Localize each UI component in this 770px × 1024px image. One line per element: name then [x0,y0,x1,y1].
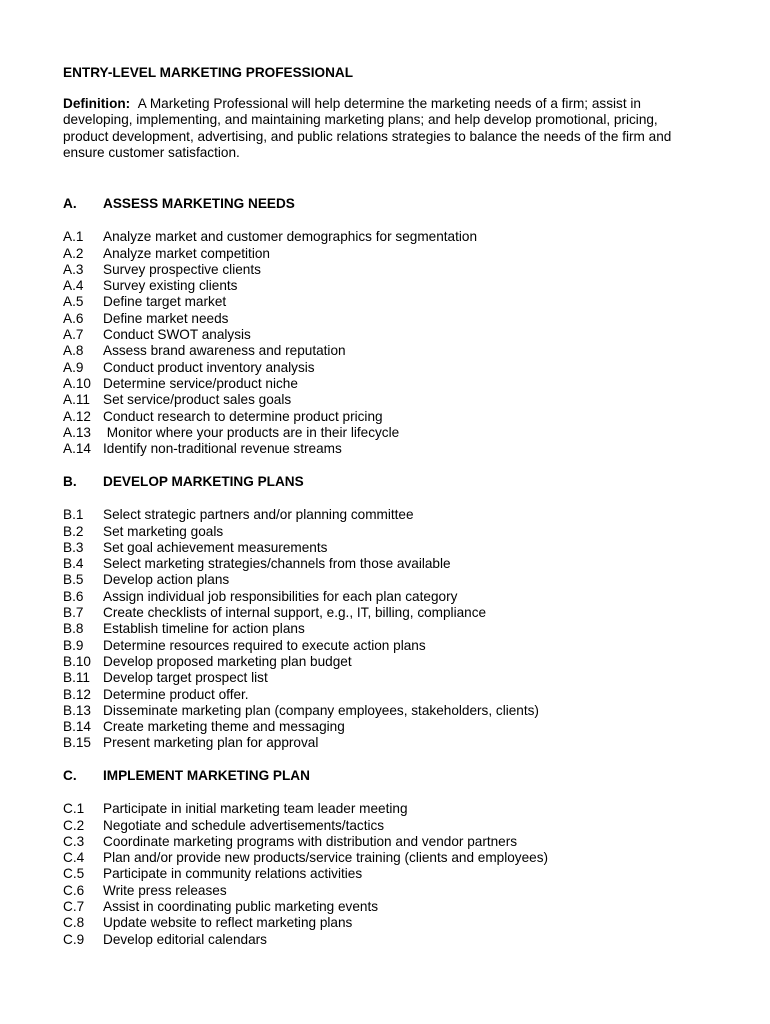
item-text: Participate in initial marketing team leader meeting [103,801,408,817]
section-title: IMPLEMENT MARKETING PLAN [103,768,310,783]
item-text: Conduct SWOT analysis [103,327,251,343]
item-text: Create marketing theme and messaging [103,719,345,735]
item-code: B.14 [63,719,91,735]
item-text: Analyze market competition [103,245,270,261]
item-code: C.6 [63,882,85,898]
list-item [63,441,703,457]
list-item [63,572,703,588]
list-item [63,262,703,278]
list-item [63,409,703,425]
item-code: B.15 [63,735,91,751]
item-text: Set marketing goals [103,523,224,539]
item-code: C.5 [63,866,85,882]
item-text: Define market needs [103,310,229,326]
item-text: Participate in community relations activities [103,866,363,882]
list-item [63,654,703,670]
item-text: Determine product offer. [103,686,249,702]
item-code: A.2 [63,245,84,261]
item-text: Assist in coordinating public marketing events [103,899,379,915]
item-code: B.9 [63,637,84,653]
item-code: C.9 [63,931,85,947]
section-title: ASSESS MARKETING NEEDS [103,196,295,211]
item-text: Set service/product sales goals [103,392,292,408]
list-item [63,735,703,751]
list-item [63,866,703,882]
list-item [63,311,703,327]
list-item [63,229,703,245]
item-code: A.11 [63,392,90,408]
list-item [63,589,703,605]
item-code: C.7 [63,899,85,915]
list-item [63,850,703,866]
item-code: B.5 [63,572,84,588]
list-item [63,915,703,931]
list-item [63,670,703,686]
list-item [63,540,703,556]
list-item [63,278,703,294]
section-heading [63,768,703,784]
list-item [63,294,703,310]
section-letter: B. [63,474,77,489]
list-item [63,883,703,899]
item-code: A.5 [63,294,84,310]
item-code: C.1 [63,801,85,817]
item-text: Develop editorial calendars [103,931,267,947]
item-code: B.13 [63,702,91,718]
item-text: Write press releases [103,882,227,898]
list-item [63,719,703,735]
definition-text: A Marketing Professional will help determine the marketing needs of a firm; assist in developing, implementing, and maintaining marketing plans; and help develop promotional, pricing, product development, advertising, and public relations strategies to balance the needs of the firm and ensure customer satisfaction. [63,96,672,160]
item-code: B.10 [63,653,91,669]
item-text: Update website to reflect marketing plans [103,915,353,931]
item-text: Plan and/or provide new products/service training (clients and employees) [103,850,549,866]
item-code: A.1 [63,229,84,245]
definition-label: Definition: [63,96,131,111]
item-text: Determine service/product niche [103,375,298,391]
item-code: C.3 [63,833,85,849]
item-text: Establish timeline for action plans [103,621,305,637]
list-item [63,507,703,523]
item-text: Coordinate marketing programs with distribution and vendor partners [103,833,518,849]
list-item [63,392,703,408]
item-code: B.11 [63,670,90,686]
item-text: Analyze market and customer demographics for segmentation [103,229,478,245]
item-text: Select marketing strategies/channels from those available [103,556,451,572]
item-code: C.4 [63,850,85,866]
list-item [63,703,703,719]
document-page [63,62,703,161]
item-text: Select strategic partners and/or planning committee [103,507,414,523]
item-code: A.9 [63,359,84,375]
item-code: B.1 [63,507,84,523]
item-text: Develop action plans [103,572,230,588]
item-code: B.4 [63,556,84,572]
list-item [63,360,703,376]
list-item [63,376,703,392]
section-heading [63,474,703,490]
item-text: Set goal achievement measurements [103,539,328,555]
list-item [63,425,703,441]
item-code: A.13 [63,424,91,440]
item-text: Create checklists of internal support, e.g., IT, billing, compliance [103,605,487,621]
item-text: Survey prospective clients [103,261,261,277]
item-text: Assign individual job responsibilities for each plan category [103,588,458,604]
item-text: Determine resources required to execute action plans [103,637,426,653]
list-item [63,932,703,948]
item-code: A.3 [63,261,84,277]
item-text: Monitor where your products are in their lifecycle [103,424,400,440]
item-code: B.7 [63,605,84,621]
list-item [63,524,703,540]
list-item [63,638,703,654]
item-text: Develop target prospect list [103,670,268,686]
list-item [63,818,703,834]
item-text: Negotiate and schedule advertisements/tactics [103,817,385,833]
item-code: B.3 [63,539,84,555]
item-text: Conduct product inventory analysis [103,359,315,375]
item-text: Develop proposed marketing plan budget [103,653,352,669]
item-code: A.4 [63,278,84,294]
item-text: Define target market [103,294,227,310]
section-letter: A. [63,196,77,211]
list-item [63,327,703,343]
list-item [63,834,703,850]
item-code: C.8 [63,915,85,931]
section-title: DEVELOP MARKETING PLANS [103,474,304,489]
item-text: Assess brand awareness and reputation [103,343,346,359]
item-code: A.6 [63,310,84,326]
section-b [63,474,703,752]
item-code: A.14 [63,441,91,457]
section-a [63,196,703,457]
item-code: B.8 [63,621,84,637]
item-code: A.12 [63,408,91,424]
item-text: Disseminate marketing plan (company employees, stakeholders, clients) [103,702,539,718]
item-text: Identify non-traditional revenue streams [103,441,342,457]
section-letter: C. [63,768,77,783]
item-code: A.10 [63,375,91,391]
list-item [63,246,703,262]
item-text: Survey existing clients [103,278,238,294]
list-item [63,687,703,703]
document-title: ENTRY-LEVEL MARKETING PROFESSIONAL [63,65,354,80]
list-item [63,899,703,915]
item-code: B.2 [63,523,84,539]
section-c [63,768,703,948]
item-code: B.12 [63,686,91,702]
item-code: C.2 [63,817,85,833]
item-code: A.8 [63,343,84,359]
item-code: A.7 [63,327,84,343]
list-item [63,605,703,621]
list-item [63,343,703,359]
list-item [63,621,703,637]
item-text: Present marketing plan for approval [103,735,319,751]
definition-paragraph [63,96,703,161]
section-heading [63,196,703,212]
item-code: B.6 [63,588,84,604]
item-text: Conduct research to determine product pricing [103,408,383,424]
list-item [63,801,703,817]
list-item [63,556,703,572]
